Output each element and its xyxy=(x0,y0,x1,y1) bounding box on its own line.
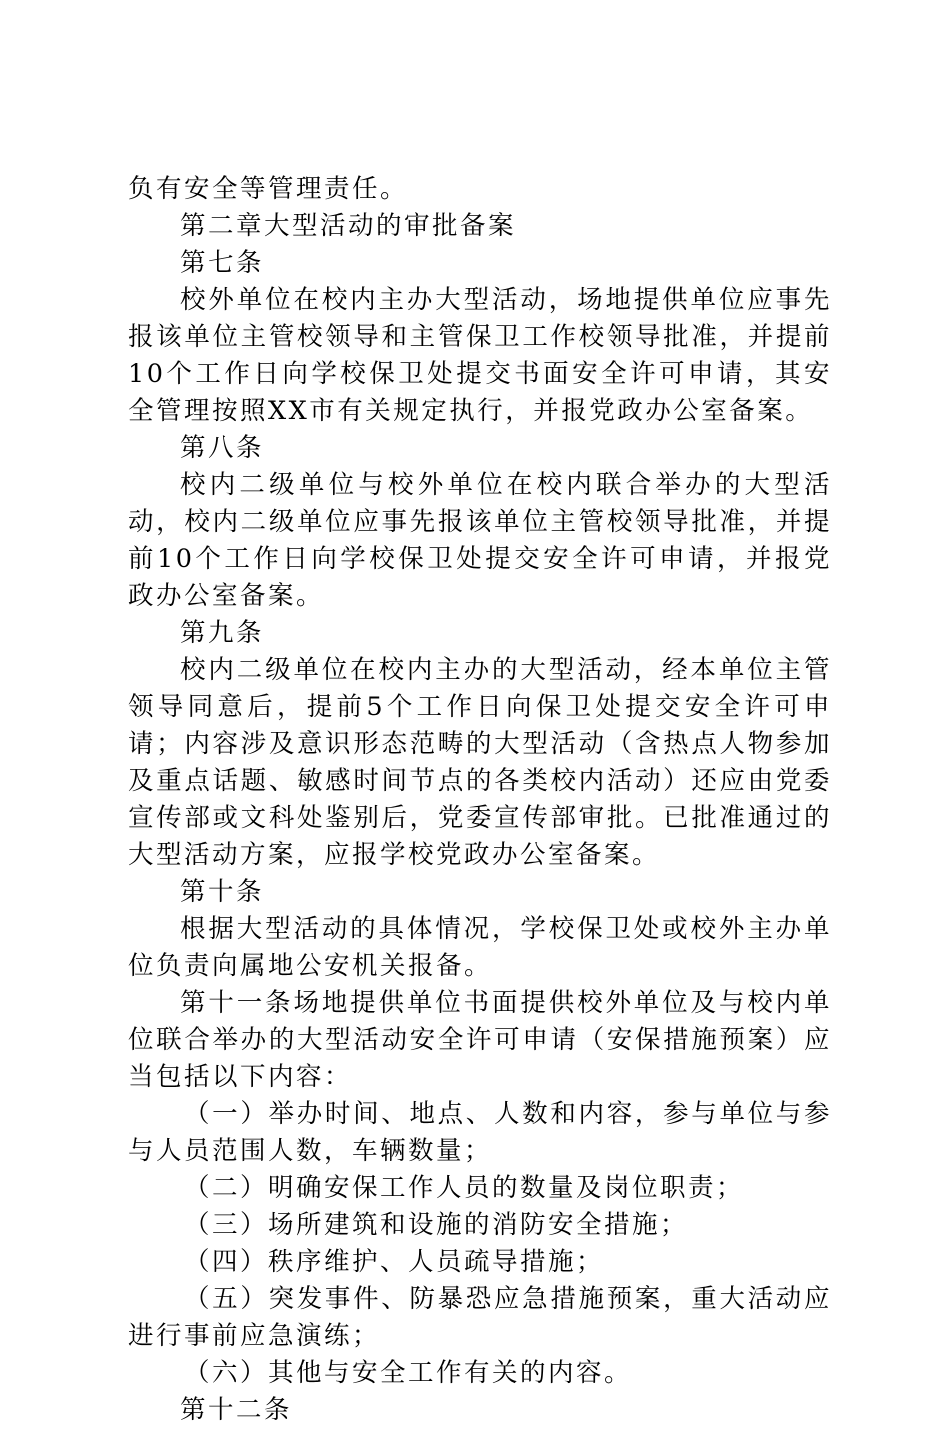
article-heading-7: 第七条 xyxy=(180,248,265,278)
list-item-3: （三）场所建筑和设施的消防安全措施； xyxy=(184,1210,689,1240)
article-8-body: 校内二级单位与校外单位在校内联合举办的大型活动，校内二级单位应事先报该单位主管校领导批准，并提前10个工作日向学校保卫处提交安全许可申请，并报党政办公室备案。 xyxy=(128,470,832,611)
document-body xyxy=(128,171,832,1429)
article-heading-10: 第十条 xyxy=(180,877,265,907)
list-item-1: （一）举办时间、地点、人数和内容，参与单位与参与人员范围人数，车辆数量； xyxy=(128,1099,832,1166)
article-heading-9: 第九条 xyxy=(180,618,265,648)
article-11-body: 第十一条场地提供单位书面提供校外单位及与校内单位联合举办的大型活动安全许可申请（安保措施预案）应当包括以下内容： xyxy=(128,988,832,1092)
list-item-4: （四）秩序维护、人员疏导措施； xyxy=(184,1247,605,1277)
list-item-2: （二）明确安保工作人员的数量及岗位职责； xyxy=(184,1173,745,1203)
article-heading-8: 第八条 xyxy=(180,433,265,463)
article-10-body: 根据大型活动的具体情况，学校保卫处或校外主办单位负责向属地公安机关报备。 xyxy=(128,914,832,981)
article-7-body: 校外单位在校内主办大型活动，场地提供单位应事先报该单位主管校领导和主管保卫工作校领导批准，并提前10个工作日向学校保卫处提交书面安全许可申请，其安全管理按照XX市有关规定执行，并报党政办公室备案。 xyxy=(128,285,832,426)
article-9-body: 校内二级单位在校内主办的大型活动，经本单位主管领导同意后，提前5个工作日向保卫处提交安全许可申请；内容涉及意识形态范畴的大型活动（含热点人物参加及重点话题、敏感时间节点的各类校内活动）还应由党委宣传部或文科处鉴别后，党委宣传部审批。已批准通过的大型活动方案，应报学校党政办公室备案。 xyxy=(128,655,832,870)
article-heading-12: 第十二条 xyxy=(180,1395,293,1425)
chapter-heading: 第二章大型活动的审批备案 xyxy=(180,211,517,241)
list-item-6: （六）其他与安全工作有关的内容。 xyxy=(184,1358,633,1388)
paragraph-continuation: 负有安全等管理责任。 xyxy=(128,174,409,204)
list-item-5: （五）突发事件、防暴恐应急措施预案，重大活动应进行事前应急演练； xyxy=(128,1284,832,1351)
